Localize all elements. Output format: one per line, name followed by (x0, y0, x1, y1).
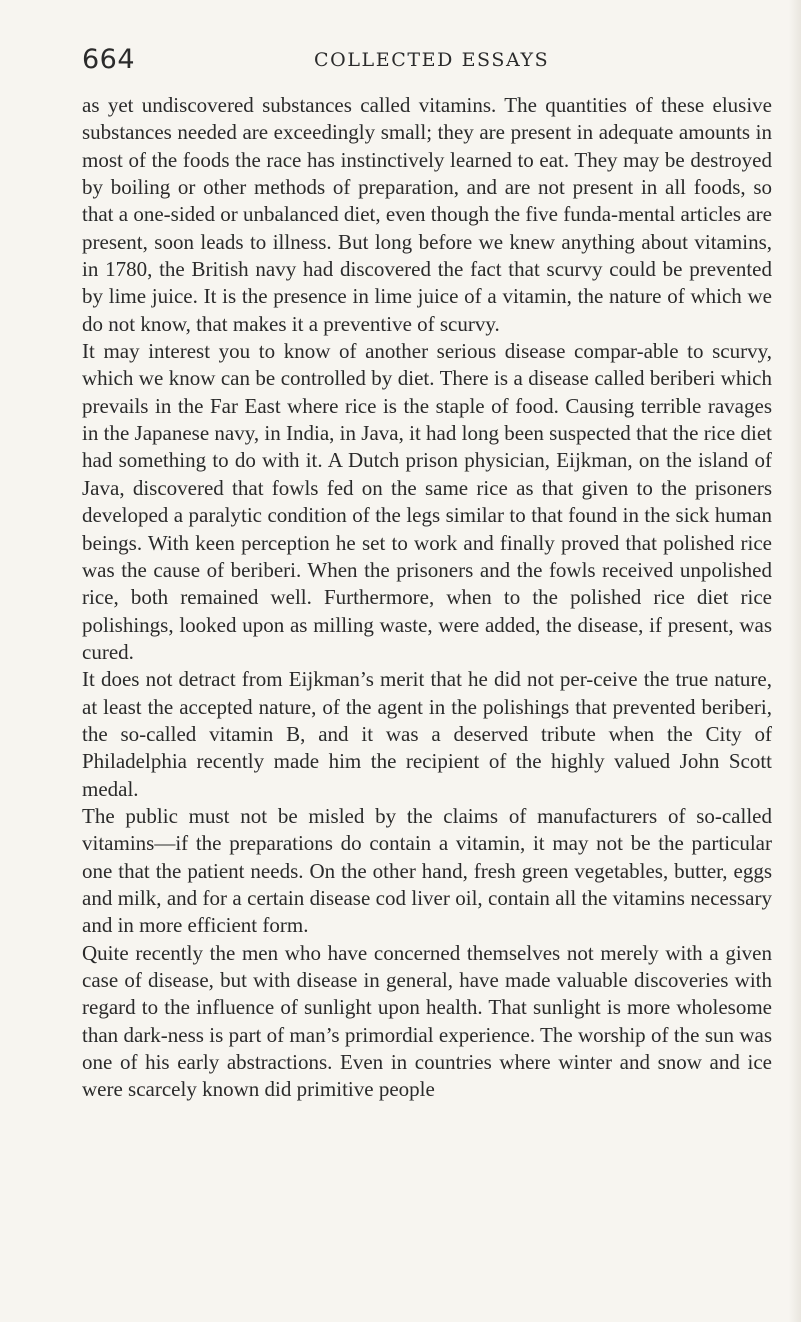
paragraph: It does not detract from Eijkman’s merit that he did not per-ceive the true nature, at least the accepted nature, of the agent in the polishings that prevented beriberi, the so-called vitamin B, and it was a deserved tribute when the City of Philadelphia recently made him the recipient of the highly valued John Scott medal. (82, 667, 772, 801)
paragraph: as yet undiscovered substances called vitamins. The quantities of these elusive substances needed are exceedingly small; they are present in adequate amounts in most of the foods the race has instinctively learned to eat. They may be destroyed by boiling or other methods of preparation, and are not present in all foods, so that a one-sided or unbalanced diet, even though the five funda-mental articles are present, soon leads to illness. But long before we knew anything about vitamins, in 1780, the British navy had discovered the fact that scurvy could be prevented by lime juice. It is the presence in lime juice of a vitamin, the nature of which we do not know, that makes it a preventive of scurvy. (82, 93, 772, 336)
running-title: COLLECTED ESSAYS (314, 49, 550, 71)
page-number: 664 (82, 44, 136, 75)
paragraph: It may interest you to know of another serious disease compar-able to scurvy, which we know can be controlled by diet. There is a disease called beriberi which prevails in the Far East where rice is the staple of food. Causing terrible ravages in the Japanese navy, in India, in Java, it had long been suspected that the rice diet had something to do with it. A Dutch prison physician, Eijkman, on the island of Java, discovered that fowls fed on the same rice as that given to the prisoners developed a paralytic condition of the legs similar to that found in the sick human beings. With keen perception he set to work and finally proved that polished rice was the cause of beriberi. When the prisoners and the fowls received unpolished rice, both remained well. Furthermore, when to the polished rice diet rice polishings, looked upon as milling waste, were added, the disease, if present, was cured. (82, 339, 772, 664)
paragraph: The public must not be misled by the claims of manufacturers of so-called vitamins—if the preparations do contain a vitamin, it may not be the particular one that the patient needs. On the other hand, fresh green vegetables, butter, eggs and milk, and for a certain disease cod liver oil, contain all the vitamins necessary and in more efficient form. (82, 803, 772, 938)
page-header (82, 44, 722, 74)
essay-body (82, 92, 772, 1104)
paragraph: Quite recently the men who have concerned themselves not merely with a given case of disease, but with disease in general, have made valuable discoveries with regard to the influence of sunlight upon health. That sunlight is more wholesome than dark-ness is part of man’s primordial experience. The worship of the sun was one of his early abstractions. Even in countries where winter and snow and ice were scarcely known did primitive people (82, 940, 772, 1102)
page-edge-shadow (789, 0, 801, 1322)
